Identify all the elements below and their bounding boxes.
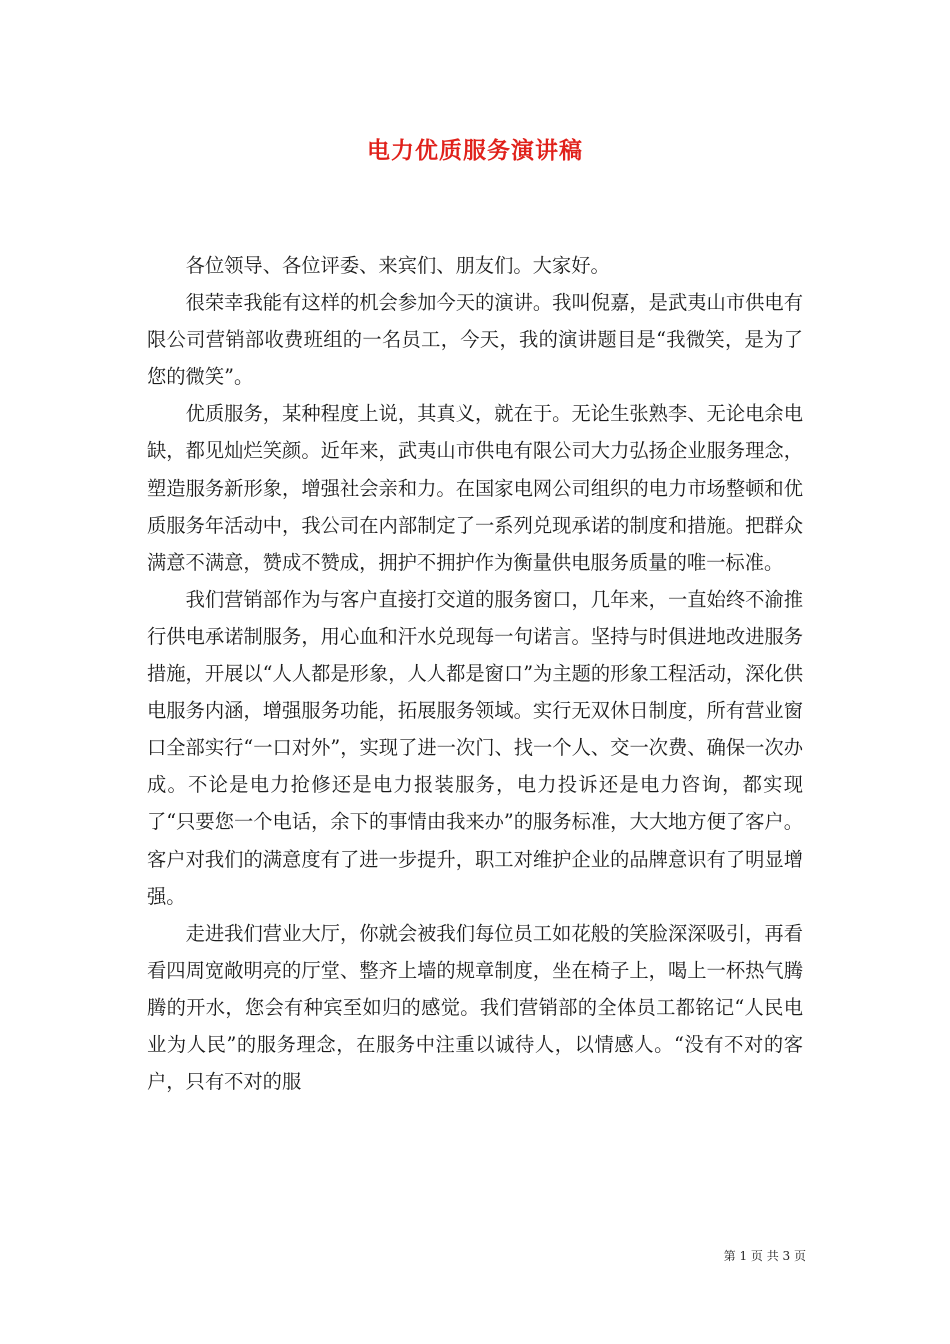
paragraph-introduction: 很荣幸我能有这样的机会参加今天的演讲。我叫倪嘉，是武夷山市供电有限公司营销部收费班组的一名员工，今天，我的演讲题目是“我微笑，是为了您的微笑”。 (147, 291, 803, 389)
paragraph-marketing-department: 我们营销部作为与客户直接打交道的服务窗口，几年来，一直始终不渝推行供电承诺制服务，用心血和汗水兑现每一句诺言。坚持与时俱进地改进服务措施，开展以“人人都是形象，人人都是窗口”为主题的形象工程活动，深化供电服务内涵，增强服务功能，拓展服务领域。实行无双休日制度，所有营业窗口全部实行“一口对外”，实现了进一次门、找一个人、交一次费、确保一次办成。不论是电力抢修还是电力报装服务，电力投诉还是电力咨询，都实现了“只要您一个电话，余下的事情由我来办”的服务标准，大大地方便了客户。客户对我们的满意度有了进一步提升，职工对维护企业的品牌意识有了明显增强。 (147, 587, 803, 908)
document-title: 电力优质服务演讲稿 (367, 137, 583, 164)
document-body (147, 247, 803, 1100)
paragraph-quality-service: 优质服务，某种程度上说，其真义，就在于。无论生张熟李、无论电余电缺，都见灿烂笑颜。近年来，武夷山市供电有限公司大力弘扬企业服务理念，塑造服务新形象，增强社会亲和力。在国家电网公司组织的电力市场整顿和优质服务年活动中，我公司在内部制定了一系列兑现承诺的制度和措施。把群众满意不满意，赞成不赞成，拥护不拥护作为衡量供电服务质量的唯一标准。 (147, 402, 803, 574)
paragraph-business-hall: 走进我们营业大厅，你就会被我们每位员工如花般的笑脸深深吸引，再看看四周宽敞明亮的厅堂、整齐上墙的规章制度，坐在椅子上，喝上一杯热气腾腾的开水，您会有种宾至如归的感觉。我们营销部的全体员工都铭记“人民电业为人民”的服务理念，在服务中注重以诚待人，以情感人。“没有不对的客户，只有不对的服 (147, 921, 803, 1094)
page-number: 第 1 页 共 3 页 (723, 1249, 806, 1263)
paragraph-greeting: 各位领导、各位评委、来宾们、朋友们。大家好。 (185, 254, 610, 277)
